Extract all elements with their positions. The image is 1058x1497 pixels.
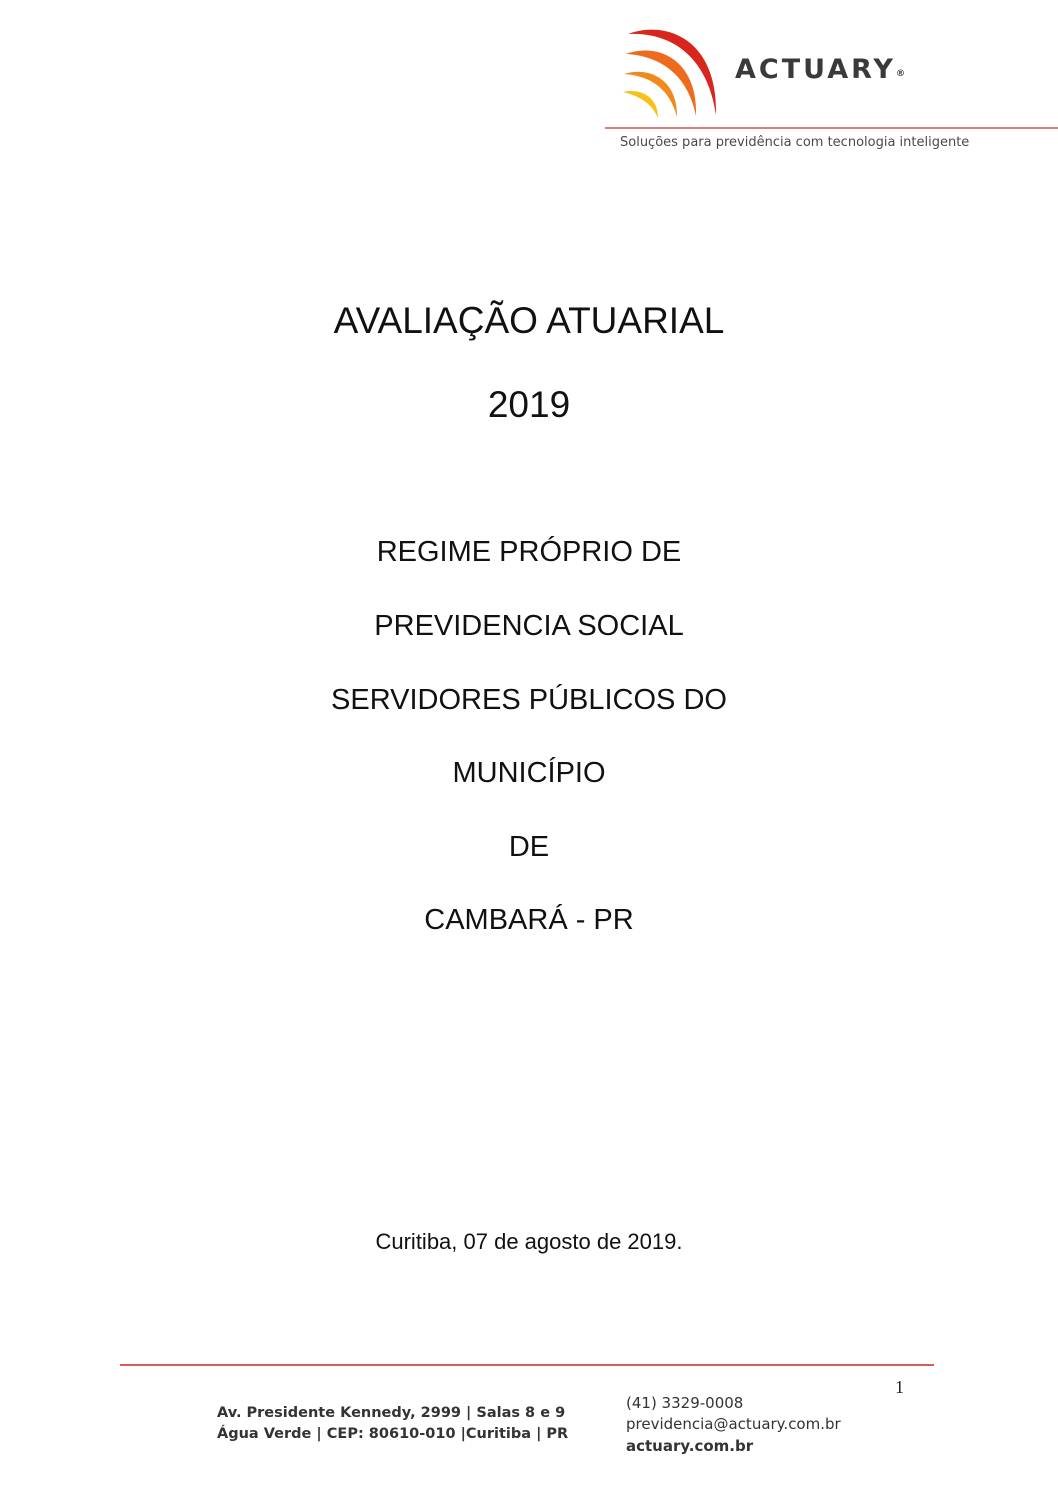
subtitle-line-1: REGIME PRÓPRIO DE bbox=[376, 536, 682, 568]
brand-tagline: Soluções para previdência com tecnologia inteligente bbox=[620, 135, 970, 150]
document-year: 2019 bbox=[487, 384, 571, 425]
address-line-1: Av. Presidente Kennedy, 2999 | Salas 8 e 9 bbox=[217, 1405, 566, 1421]
brand-name: ACTUARY® bbox=[735, 54, 905, 85]
header-divider bbox=[605, 127, 1058, 129]
email-address: previdencia@actuary.com.br bbox=[626, 1415, 841, 1433]
footer-divider bbox=[120, 1364, 934, 1366]
address-line-2: Água Verde | CEP: 80610-010 |Curitiba | PR bbox=[217, 1426, 569, 1442]
swoosh-logo-icon bbox=[620, 20, 725, 120]
subtitle-line-3: SERVIDORES PÚBLICOS DO bbox=[331, 684, 727, 716]
subtitle-line-6: CAMBARÁ - PR bbox=[424, 904, 634, 936]
phone-number: (41) 3329-0008 bbox=[626, 1394, 744, 1412]
registered-mark: ® bbox=[895, 69, 905, 79]
subtitle-line-2: PREVIDENCIA SOCIAL bbox=[374, 610, 684, 642]
document-title: AVALIAÇÃO ATUARIAL bbox=[333, 300, 725, 341]
page-number: 1 bbox=[895, 1377, 904, 1397]
date-line: Curitiba, 07 de agosto de 2019. bbox=[375, 1229, 683, 1254]
subtitle-line-4: MUNICÍPIO bbox=[452, 757, 606, 789]
website-url: actuary.com.br bbox=[626, 1437, 754, 1455]
subtitle-line-5: DE bbox=[508, 831, 550, 863]
